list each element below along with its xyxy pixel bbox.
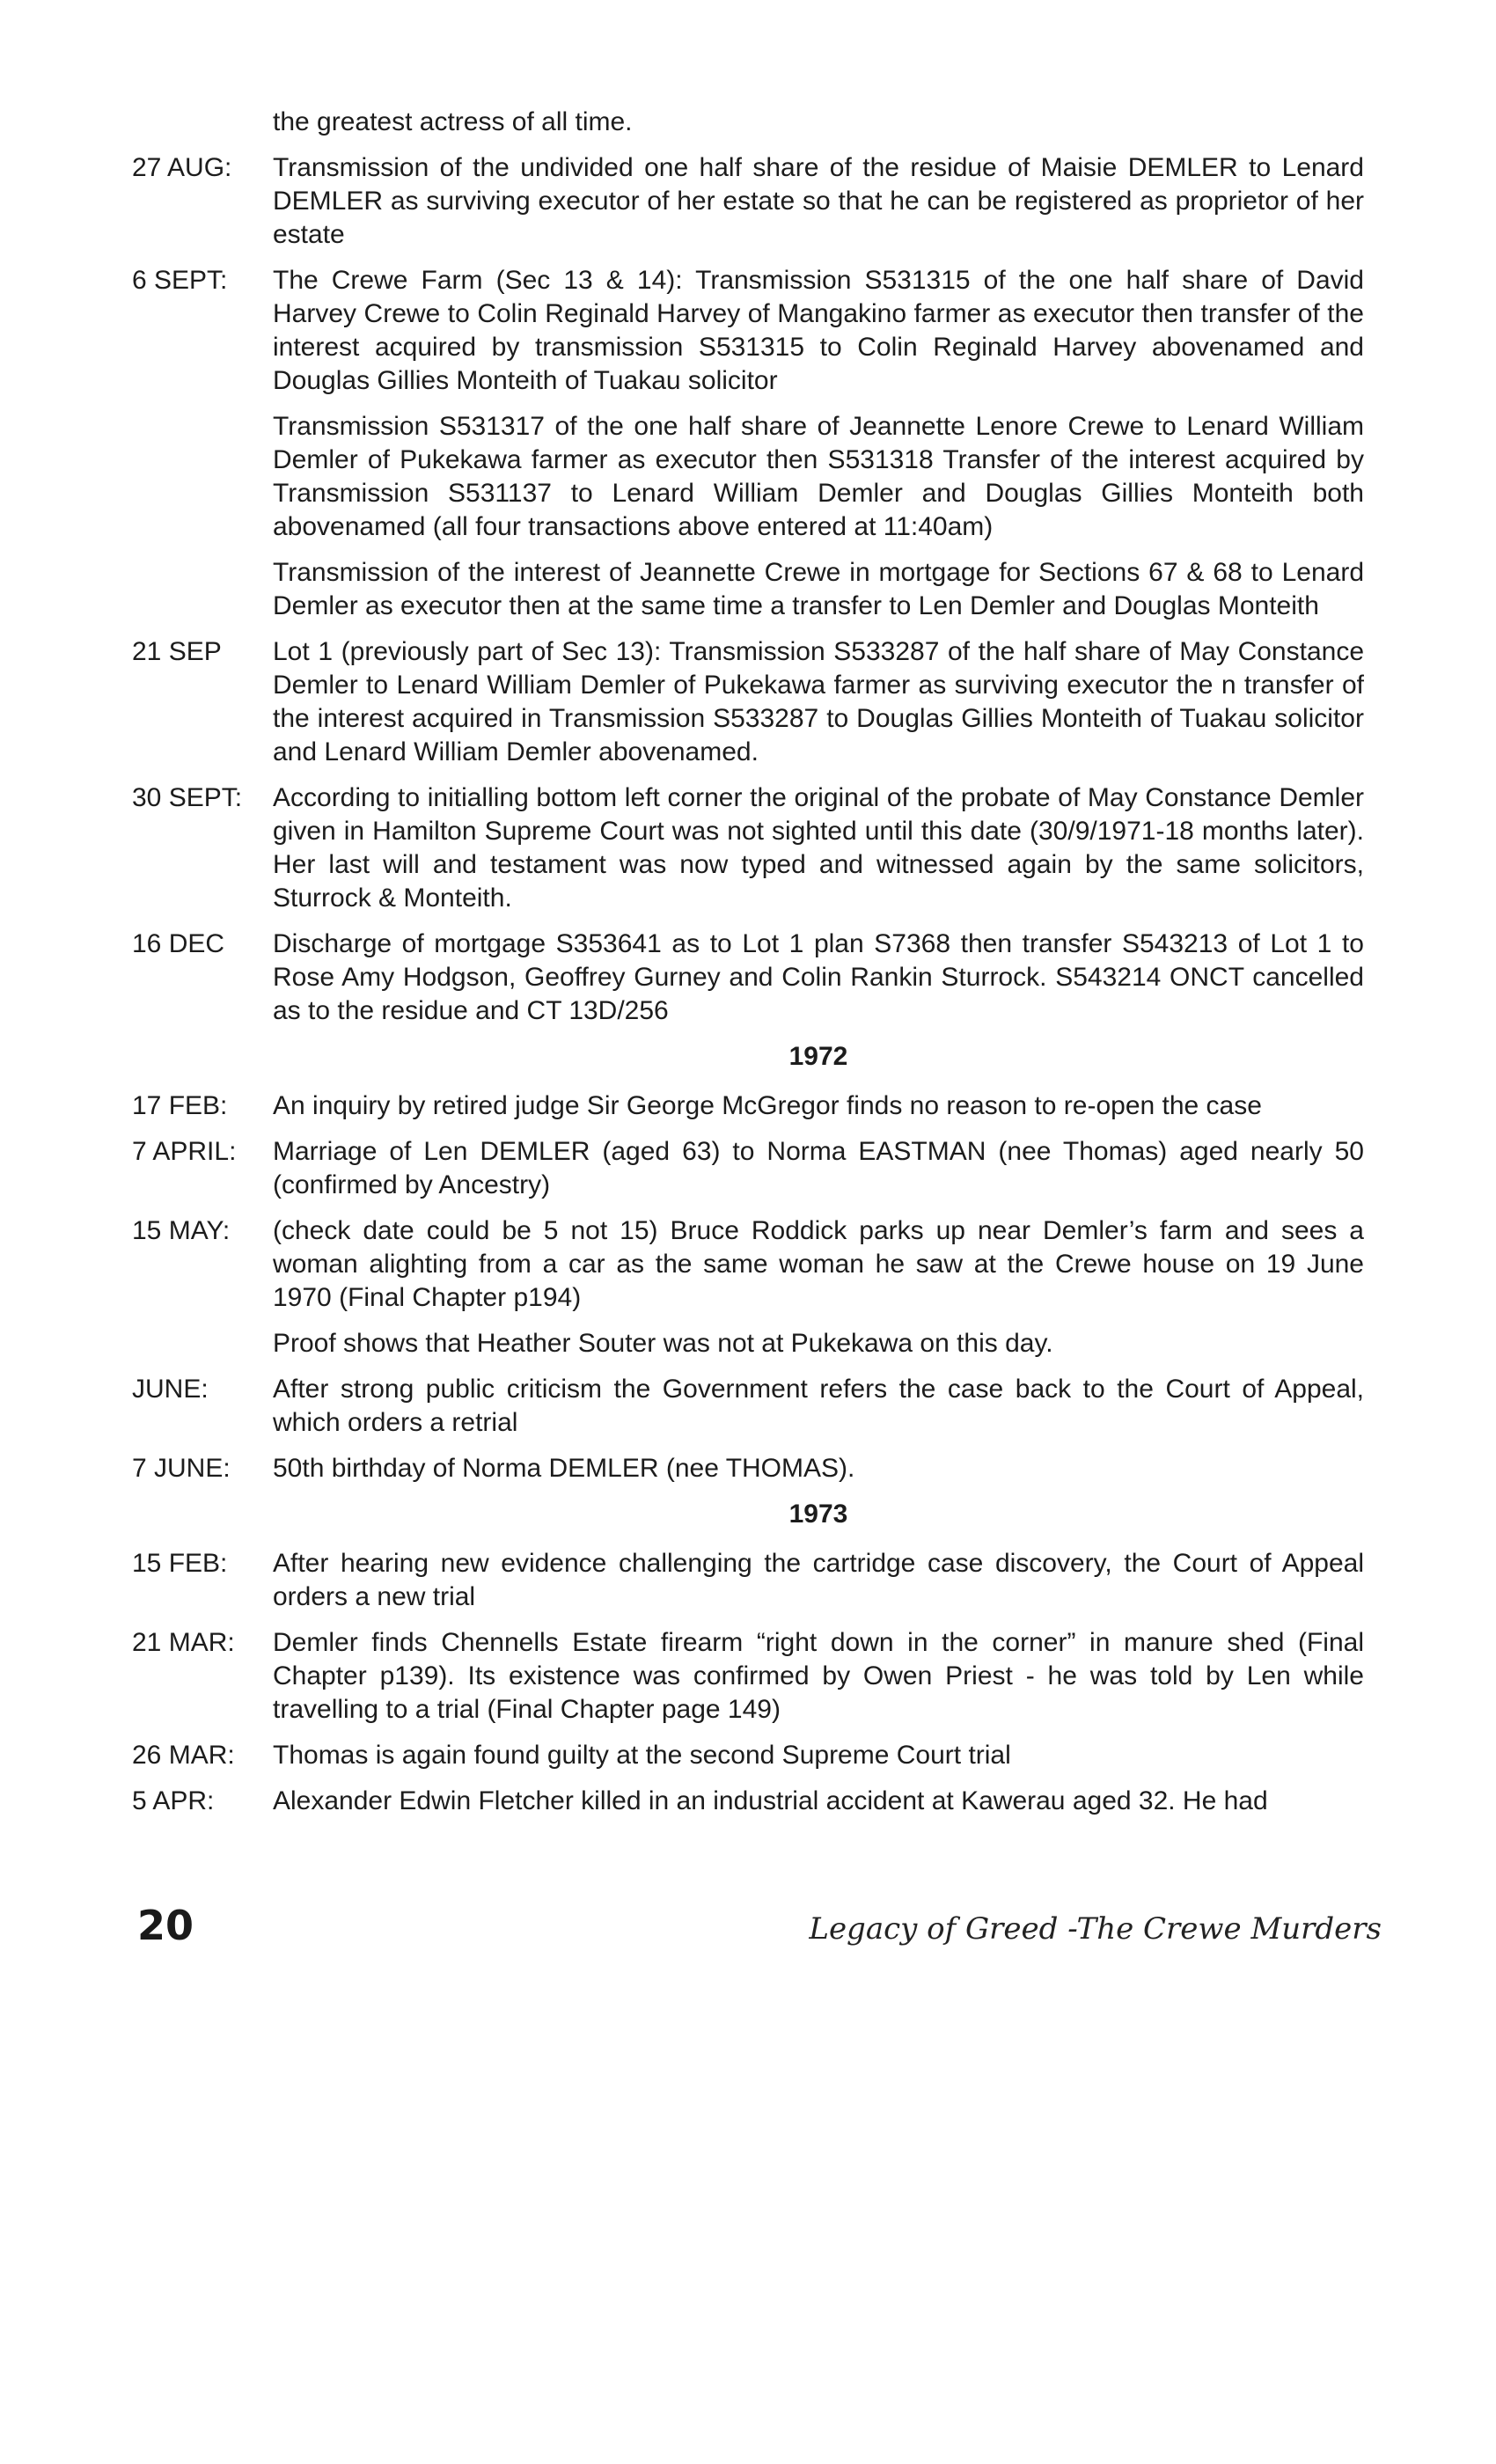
entry-date: 7 APRIL: [132,1137,237,1166]
entry-date: 7 JUNE: [132,1454,231,1483]
entry-body [273,106,1364,139]
timeline-entry [132,1547,1364,1614]
entry-text: Transmission S531317 of the one half share of Jeannette Lenore Crewe to Lenard William Demler of Pukekawa farmer as executor then S531318 Transfer of the interest acquired by Transmission S531137 to Lenard William Demler and Douglas Gillies Monteith both abovenamed (all four transactions above entered at 11:40am) [273,412,1364,541]
timeline-entry [132,151,1364,252]
entry-text: 50th birthday of Norma DEMLER (nee THOMAS). [273,1454,855,1483]
entry-body [273,1452,1364,1485]
entry-date: 27 AUG: [132,153,232,182]
entry-text: Thomas is again found guilty at the second Supreme Court trial [273,1741,1011,1770]
entry-text: Discharge of mortgage S353641 as to Lot 1 plan S7368 then transfer S543213 of Lot 1 to Rose Amy Hodgson, Geoffrey Gurney and Colin Rankin Sturrock. S543214 ONCT cancelled as to the residue and CT 13D/256 [273,929,1364,1025]
timeline-group [132,1089,1364,1485]
entry-date: 5 APR: [132,1786,215,1815]
entry-body [273,1214,1364,1360]
timeline-entry [132,106,1364,139]
entry-text: According to initialling bottom left corner the original of the probate of May Constance Demler given in Hamilton Supreme Court was not sighted until this date (30/9/1971-18 months later). Her last will and testament was now typed and witnessed again by the same solicitors, Sturrock & Monteith. [273,783,1364,913]
entry-text: Lot 1 (previously part of Sec 13): Transmission S533287 of the half share of May Constance Demler to Lenard William Demler of Pukekawa farmer as surviving executor the n transfer of the interest acquired in Transmission S533287 to Douglas Gillies Monteith of Tuakau solicitor and Lenard William Demler abovenamed. [273,637,1364,766]
entry-text: Proof shows that Heather Souter was not at Pukekawa on this day. [273,1329,1053,1358]
timeline-entry [132,264,1364,623]
entry-body [273,151,1364,252]
entry-body [273,1135,1364,1202]
entry-text: (check date could be 5 not 15) Bruce Roddick parks up near Demler’s farm and sees a woman alighting from a car as the same woman he saw at the Crewe house on 19 June 1970 (Final Chapter p194) [273,1216,1364,1312]
entry-body [273,264,1364,623]
entry-body [273,635,1364,769]
timeline-content [132,106,1364,1830]
timeline-entry [132,1452,1364,1485]
entry-text: The Crewe Farm (Sec 13 & 14): Transmission S531315 of the one half share of David Harvey Crewe to Colin Reginald Harvey of Mangakino farmer as executor then transfer of the interest acquired by transmission S531315 to Colin Reginald Harvey abovenamed and Douglas Gillies Monteith of Tuakau solicitor [273,266,1364,395]
entry-date: 21 MAR: [132,1628,235,1657]
timeline-group [132,1547,1364,1818]
entry-date: 16 DEC [132,929,225,958]
timeline-entry [132,1373,1364,1440]
entry-body [273,1785,1364,1818]
entry-date: 15 MAY: [132,1216,231,1245]
entry-date: 26 MAR: [132,1741,235,1770]
entry-text: An inquiry by retired judge Sir George McGregor finds no reason to re-open the case [273,1091,1262,1120]
year-heading-1973: 1973 [788,1500,848,1529]
entry-text: After hearing new evidence challenging the cartridge case discovery, the Court of Appeal orders a new trial [273,1549,1364,1611]
entry-text: Alexander Edwin Fletcher killed in an industrial accident at Kawerau aged 32. He had [273,1786,1268,1815]
entry-body [273,781,1364,915]
timeline-entry [132,928,1364,1028]
timeline-entry [132,1739,1364,1772]
page-number: 20 [137,1902,194,1949]
timeline-group [132,106,1364,1028]
entry-date: 6 SEPT: [132,266,228,295]
entry-body [273,928,1364,1028]
entry-text: After strong public criticism the Government refers the case back to the Court of Appeal, which orders a retrial [273,1375,1364,1437]
entry-text: Marriage of Len DEMLER (aged 63) to Norma EASTMAN (nee Thomas) aged nearly 50 (confirmed by Ancestry) [273,1137,1364,1199]
page-footer [132,1901,1382,1954]
entry-body [273,1089,1364,1123]
entry-date: 21 SEP [132,637,222,666]
running-title: Legacy of Greed -The Crewe Murders [809,1911,1382,1947]
entry-text: Transmission of the undivided one half share of the residue of Maisie DEMLER to Lenard DEMLER as surviving executor of her estate so that he can be registered as proprietor of her estate [273,153,1364,249]
timeline-entry [132,1785,1364,1818]
timeline-entry [132,635,1364,769]
timeline-entry [132,781,1364,915]
entry-date: JUNE: [132,1375,209,1404]
entry-body [273,1626,1364,1727]
timeline-entry [132,1214,1364,1360]
entry-date: 15 FEB: [132,1549,228,1578]
entry-date: 17 FEB: [132,1091,228,1120]
entry-body [273,1373,1364,1440]
entry-body [273,1547,1364,1614]
timeline-entry [132,1135,1364,1202]
timeline-entry [132,1626,1364,1727]
timeline-entry [132,1089,1364,1123]
entry-text: the greatest actress of all time. [273,107,633,136]
entry-text: Demler finds Chennells Estate firearm “right down in the corner” in manure shed (Final Chapter p139). Its existence was confirmed by Owen Priest - he was told by Len while travelling to a trial (Final Chapter page 149) [273,1628,1364,1724]
entry-body [273,1739,1364,1772]
entry-text: Transmission of the interest of Jeannette Crewe in mortgage for Sections 67 & 68 to Lenard Demler as executor then at the same time a transfer to Len Demler and Douglas Monteith [273,558,1364,620]
year-heading-1972: 1972 [788,1042,848,1071]
entry-date: 30 SEPT: [132,783,243,812]
